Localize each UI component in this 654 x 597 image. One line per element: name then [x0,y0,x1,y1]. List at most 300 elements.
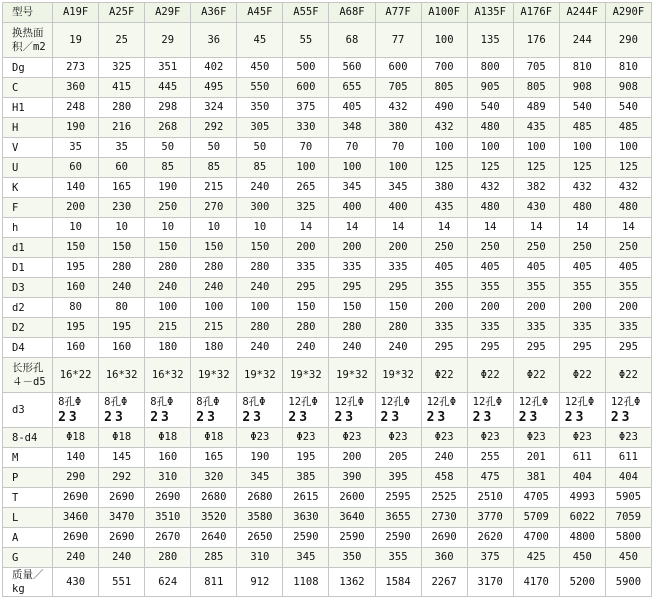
table-cell: 325 [283,198,329,218]
table-cell: 240 [145,278,191,298]
cell-line-1: 8孔Φ [242,396,266,408]
table-cell: 2680 [237,488,283,508]
table-cell: 200 [559,298,605,318]
table-cell: 244 [559,23,605,58]
table-cell: 85 [237,158,283,178]
table-cell: 360 [53,78,99,98]
table-cell: 100 [329,158,375,178]
table-cell: 480 [467,118,513,138]
table-cell: 450 [605,548,651,568]
table-cell: 490 [421,98,467,118]
row-label: L [3,508,53,528]
table-cell: 135 [467,23,513,58]
table-cell: 550 [237,78,283,98]
table-cell: 195 [283,448,329,468]
table-cell: 432 [559,178,605,198]
cell-line-2: 23 [242,410,264,425]
table-cell: 200 [605,298,651,318]
table-row [3,318,652,338]
table-cell: 255 [467,448,513,468]
table-cell: 195 [99,318,145,338]
table-cell: 150 [283,298,329,318]
table-cell: 300 [237,198,283,218]
table-cell: 200 [53,198,99,218]
row-label: h [3,218,53,238]
table-cell: 2525 [421,488,467,508]
table-cell: 150 [375,298,421,318]
table-cell: Φ22 [467,358,513,393]
row-label: H [3,118,53,138]
table-cell: 405 [467,258,513,278]
cell-line-2: 23 [288,410,311,425]
table-cell: 240 [375,338,421,358]
table-cell: 14 [559,218,605,238]
table-cell: 215 [191,318,237,338]
table-cell: 380 [375,118,421,138]
table-cell: 200 [329,448,375,468]
table-cell: 2590 [283,528,329,548]
table-cell: 240 [283,338,329,358]
table-cell: 400 [375,198,421,218]
table-cell: 705 [375,78,421,98]
model-header: A77F [375,3,421,23]
table-row [3,528,652,548]
table-cell: 19*32 [329,358,375,393]
table-cell: 310 [237,548,283,568]
table-cell: 16*22 [53,358,99,393]
table-cell: 3470 [99,508,145,528]
cell-line-1: 12孔Φ [288,396,318,408]
table-cell: 200 [329,238,375,258]
row-label: D2 [3,318,53,338]
table-cell: 150 [237,238,283,258]
table-row [3,198,652,218]
table-cell: 912 [237,568,283,597]
table-cell: 445 [145,78,191,98]
cell-line-2: 23 [426,410,449,425]
table-cell: 600 [375,58,421,78]
spec-table [2,2,652,597]
table-cell: 160 [53,278,99,298]
table-cell: 350 [237,98,283,118]
table-cell: 50 [191,138,237,158]
table-cell: 908 [605,78,651,98]
table-cell: 295 [605,338,651,358]
table-cell: 611 [605,448,651,468]
table-cell: Φ18 [53,428,99,448]
table-cell: 190 [145,178,191,198]
table-row [3,138,652,158]
table-row [3,158,652,178]
table-cell: 805 [421,78,467,98]
row-label: K [3,178,53,198]
table-cell: 176 [513,23,559,58]
table-cell: 5900 [605,568,651,597]
table-cell: 19*32 [237,358,283,393]
table-cell: 345 [237,468,283,488]
table-cell: Φ22 [559,358,605,393]
cell-line-1: 12孔Φ [564,396,595,408]
table-cell [467,393,513,428]
table-cell: 415 [99,78,145,98]
table-cell: 390 [329,468,375,488]
row-label: d2 [3,298,53,318]
table-cell: 216 [99,118,145,138]
table-cell: 125 [467,158,513,178]
table-cell: 810 [605,58,651,78]
table-cell [329,393,375,428]
table-cell: 475 [467,468,513,488]
table-cell: 25 [99,23,145,58]
table-cell: 250 [559,238,605,258]
table-cell: 335 [513,318,559,338]
table-cell: 1584 [375,568,421,597]
table-cell: 425 [513,548,559,568]
model-header: A55F [283,3,329,23]
row-label: D3 [3,278,53,298]
table-cell: Φ23 [467,428,513,448]
table-cell: 335 [559,318,605,338]
table-cell: 3460 [53,508,99,528]
table-cell: 375 [283,98,329,118]
cell-line-2: 23 [380,410,403,425]
table-cell: 200 [421,298,467,318]
table-cell: 190 [53,118,99,138]
table-cell: 270 [191,198,237,218]
table-cell: 350 [329,548,375,568]
table-cell: 29 [145,23,191,58]
table-cell: Φ18 [99,428,145,448]
row-label: d3 [3,393,53,428]
table-row [3,23,652,58]
table-cell: 10 [237,218,283,238]
table-cell: 50 [237,138,283,158]
table-cell: 100 [421,23,467,58]
row-label: d1 [3,238,53,258]
table-cell: 404 [605,468,651,488]
row-label: 换热面积／m2 [3,23,53,58]
table-cell: 480 [559,198,605,218]
table-cell: 250 [467,238,513,258]
table-cell: 480 [605,198,651,218]
table-cell: 2670 [145,528,191,548]
table-cell: 295 [329,278,375,298]
table-cell: 348 [329,118,375,138]
table-cell: 60 [99,158,145,178]
table-cell: 250 [605,238,651,258]
table-cell: 200 [513,298,559,318]
table-cell: 4700 [513,528,559,548]
table-cell: 402 [191,58,237,78]
table-cell: 100 [559,138,605,158]
table-cell: 160 [145,448,191,468]
table-cell: 14 [605,218,651,238]
table-cell [99,393,145,428]
table-cell [145,393,191,428]
table-cell: 435 [421,198,467,218]
table-cell: 125 [513,158,559,178]
table-cell: 248 [53,98,99,118]
table-cell: 16*32 [145,358,191,393]
table-cell: 2595 [375,488,421,508]
row-label: C [3,78,53,98]
table-cell: 450 [559,548,605,568]
table-row [3,178,652,198]
table-cell: Φ22 [605,358,651,393]
table-cell: 35 [53,138,99,158]
table-cell: 85 [145,158,191,178]
table-cell: 70 [329,138,375,158]
table-cell: 160 [53,338,99,358]
table-cell: 4170 [513,568,559,597]
table-cell: 45 [237,23,283,58]
table-row [3,448,652,468]
table-cell: 380 [421,178,467,198]
table-cell: 560 [329,58,375,78]
table-cell: 375 [467,548,513,568]
table-cell: 335 [605,318,651,338]
table-cell: 325 [99,58,145,78]
table-cell: 345 [375,178,421,198]
table-cell: 195 [53,258,99,278]
table-cell: 335 [283,258,329,278]
cell-line-2: 23 [564,410,587,425]
table-cell: 355 [467,278,513,298]
model-header: A68F [329,3,375,23]
table-cell: 240 [237,178,283,198]
table-cell: 165 [191,448,237,468]
table-cell: Φ22 [513,358,559,393]
table-cell: 2690 [99,528,145,548]
table-cell: 200 [467,298,513,318]
table-cell: 35 [99,138,145,158]
row-label: 质量／kg [3,568,53,597]
table-cell: 100 [467,138,513,158]
table-cell: 540 [559,98,605,118]
table-cell: 908 [559,78,605,98]
table-cell: 2620 [467,528,513,548]
table-cell: 2690 [99,488,145,508]
header-label: 型号 [3,3,53,23]
table-row [3,58,652,78]
table-cell: 335 [375,258,421,278]
table-cell: 250 [421,238,467,258]
table-cell: 2730 [421,508,467,528]
table-cell: 295 [467,338,513,358]
table-cell: 150 [53,238,99,258]
cell-line-1: 8孔Φ [150,396,174,408]
table-cell: Φ18 [191,428,237,448]
table-cell: Φ23 [237,428,283,448]
table-cell: 195 [53,318,99,338]
table-cell: 655 [329,78,375,98]
cell-line-1: 12孔Φ [518,396,549,408]
table-cell: 50 [145,138,191,158]
table-cell: 240 [53,548,99,568]
table-cell: 2615 [283,488,329,508]
table-cell [283,393,329,428]
cell-line-1: 12孔Φ [472,396,503,408]
table-cell: 2680 [191,488,237,508]
table-cell: 19 [53,23,99,58]
table-cell: 100 [605,138,651,158]
table-cell: 435 [513,118,559,138]
table-cell: 85 [191,158,237,178]
table-cell: Φ23 [283,428,329,448]
table-cell: 355 [605,278,651,298]
table-cell: 458 [421,468,467,488]
cell-line-2: 23 [334,410,357,425]
table-cell: 355 [375,548,421,568]
table-cell: 432 [421,118,467,138]
model-header: A36F [191,3,237,23]
table-cell: 201 [513,448,559,468]
table-cell: 335 [421,318,467,338]
table-cell [191,393,237,428]
table-cell: 800 [467,58,513,78]
cell-line-1: 12孔Φ [334,396,364,408]
table-cell: 14 [513,218,559,238]
table-cell [237,393,283,428]
table-cell: 14 [329,218,375,238]
table-cell: 430 [53,568,99,597]
table-cell: 100 [237,298,283,318]
table-cell: 405 [421,258,467,278]
cell-line-2: 23 [610,410,633,425]
row-label: G [3,548,53,568]
table-cell: 290 [53,468,99,488]
table-cell: 70 [283,138,329,158]
row-label: Dg [3,58,53,78]
table-cell: 1362 [329,568,375,597]
table-cell: 80 [53,298,99,318]
table-cell: 250 [145,198,191,218]
table-cell: 360 [421,548,467,568]
table-cell: 3770 [467,508,513,528]
table-cell: Φ23 [375,428,421,448]
table-cell: 5905 [605,488,651,508]
table-cell: Φ23 [559,428,605,448]
table-cell: 2600 [329,488,375,508]
table-cell: 4800 [559,528,605,548]
table-cell: 280 [145,258,191,278]
model-header: A19F [53,3,99,23]
table-cell: 805 [513,78,559,98]
cell-line-2: 23 [196,410,218,425]
cell-line-1: 12孔Φ [380,396,410,408]
table-cell: 292 [191,118,237,138]
table-cell: 160 [99,338,145,358]
table-cell: 290 [605,23,651,58]
table-cell: 405 [605,258,651,278]
model-header: A244F [559,3,605,23]
model-header: A135F [467,3,513,23]
table-cell: 150 [191,238,237,258]
table-cell: 70 [375,138,421,158]
table-cell: 100 [283,158,329,178]
table-cell: 295 [559,338,605,358]
table-cell: 381 [513,468,559,488]
table-cell: 200 [375,238,421,258]
table-cell: 3655 [375,508,421,528]
table-cell: 125 [559,158,605,178]
table-row [3,78,652,98]
table-cell: 100 [375,158,421,178]
table-cell: 77 [375,23,421,58]
table-cell: 485 [605,118,651,138]
table-cell: 295 [283,278,329,298]
table-cell: 355 [559,278,605,298]
table-cell: 16*32 [99,358,145,393]
row-label: 8-d4 [3,428,53,448]
table-cell: 450 [237,58,283,78]
table-row [3,358,652,393]
table-row [3,338,652,358]
table-cell: 280 [237,318,283,338]
table-cell: 2690 [53,528,99,548]
row-label: D1 [3,258,53,278]
table-cell: 905 [467,78,513,98]
table-cell: 3640 [329,508,375,528]
table-cell: 705 [513,58,559,78]
model-header: A176F [513,3,559,23]
table-row [3,218,652,238]
table-cell: 624 [145,568,191,597]
table-row [3,98,652,118]
table-cell: 200 [283,238,329,258]
table-cell: 430 [513,198,559,218]
table-cell: 140 [53,448,99,468]
table-cell: 280 [99,258,145,278]
table-cell: 14 [467,218,513,238]
table-cell: 489 [513,98,559,118]
table-cell: 2640 [191,528,237,548]
table-cell: 60 [53,158,99,178]
table-cell: 36 [191,23,237,58]
table-cell: 125 [421,158,467,178]
table-cell: 273 [53,58,99,78]
table-cell: 600 [283,78,329,98]
table-cell: 480 [467,198,513,218]
table-cell: 432 [375,98,421,118]
table-cell: Φ23 [421,428,467,448]
table-cell: 215 [191,178,237,198]
table-cell: 432 [605,178,651,198]
table-cell: Φ22 [421,358,467,393]
table-cell [605,393,651,428]
table-cell: 100 [421,138,467,158]
table-cell: 404 [559,468,605,488]
table-cell: 6022 [559,508,605,528]
row-label: P [3,468,53,488]
table-cell: 432 [467,178,513,198]
table-cell: 382 [513,178,559,198]
table-cell: Φ23 [329,428,375,448]
table-cell: 280 [191,258,237,278]
table-cell: 240 [99,548,145,568]
table-cell: 2690 [53,488,99,508]
table-cell: 5200 [559,568,605,597]
table-cell: 395 [375,468,421,488]
table-cell: 230 [99,198,145,218]
table-cell: 310 [145,468,191,488]
cell-line-2: 23 [518,410,541,425]
table-cell: 4993 [559,488,605,508]
model-header: A45F [237,3,283,23]
table-cell: 165 [99,178,145,198]
table-row [3,548,652,568]
table-row [3,508,652,528]
